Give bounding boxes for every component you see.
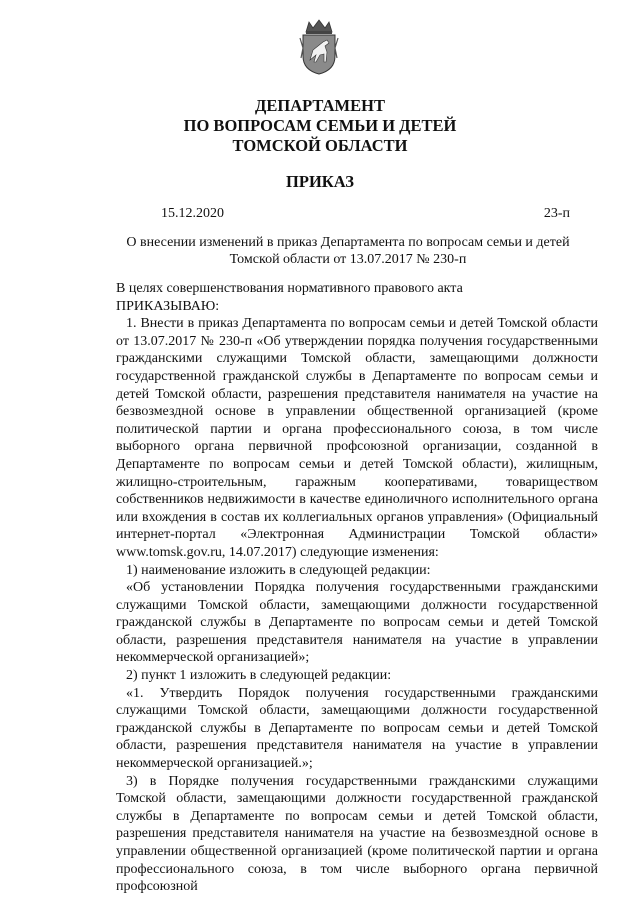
department-name xyxy=(0,96,640,156)
department-line-3: ТОМСКОЙ ОБЛАСТИ xyxy=(232,136,408,155)
document-type: ПРИКАЗ xyxy=(286,172,354,191)
paragraph-4: 2) пункт 1 изложить в следующей редакции: xyxy=(126,668,392,684)
department-line-2: ПО ВОПРОСАМ СЕМЬИ И ДЕТЕЙ xyxy=(183,116,457,135)
tomsk-coat-of-arms-icon xyxy=(296,18,342,76)
order-word: ПРИКАЗЫВАЮ: xyxy=(116,298,220,314)
document-date: 15.12.2020 xyxy=(161,206,224,221)
subject-line-1: О внесении изменений в приказ Департамента по вопросам семьи и детей xyxy=(126,235,570,250)
paragraph-1: 1. Внести в приказ Департамента по вопросам семьи и детей Томской области от 13.07.2017 № 230-п «Об утверждении порядка получения государственными гражданскими служащими Томской области, замещающими должности государственной гражданской службы в Департаменте по вопросам семьи и детей Томской области, разрешения представителя нанимателя на участие на безвозмездной основе в управлении общественной организацией (кроме политической партии и органа профессионального союза, в том числе выборного органа первичной профсоюзной организации, созданной в Департаменте по вопросам семьи и детей Томской области), жилищным, жилищно-строительным, гаражным кооперативами, товариществом собственников недвижимости в качестве единоличного исполнительного органа или вхождения в состав их коллегиальных органов управления» (Официальный интернет-портал «Электронная Администрации Томской области» www.tomsk.gov.ru, 14.07.2017) следующие изменения: xyxy=(116,316,598,560)
department-line-1: ДЕПАРТАМЕНТ xyxy=(255,96,385,115)
paragraph-5: «1. Утвердить Порядок получения государственными гражданскими служащими Томской области, замещающими должности государственной гражданской службы в Департаменте по вопросам семьи и детей Томской области, разрешения представителя нанимателя на участие в управлении некоммерческой организацией.»; xyxy=(116,685,598,772)
paragraph-2: 1) наименование изложить в следующей редакции: xyxy=(126,562,431,578)
paragraph-6: 3) в Порядке получения государственными гражданскими служащими Томской области, замещающими должности государственной гражданской службы в Департаменте по вопросам семьи и детей Томской области, разрешения представителя нанимателя на участие на безвозмездной основе в управлении общественной организацией (кроме политической партии и органа профессионального союза, в том числе выборного органа первичной профсоюзной xyxy=(116,773,598,895)
document-number: 23-п xyxy=(543,206,570,221)
subject-line-2: Томской области от 13.07.2017 № 230-п xyxy=(229,252,467,267)
paragraph-3: «Об установлении Порядка получения государственными гражданскими служащими Томской области, замещающими должности государственной гражданской службы в Департаменте по вопросам семьи и детей Томской области, разрешения представителя нанимателя на участие в управлении некоммерческой организацией»; xyxy=(116,580,598,666)
document-body xyxy=(116,280,598,896)
preamble: В целях совершенствования нормативного правового акта xyxy=(116,281,463,296)
document-subject xyxy=(118,234,578,268)
